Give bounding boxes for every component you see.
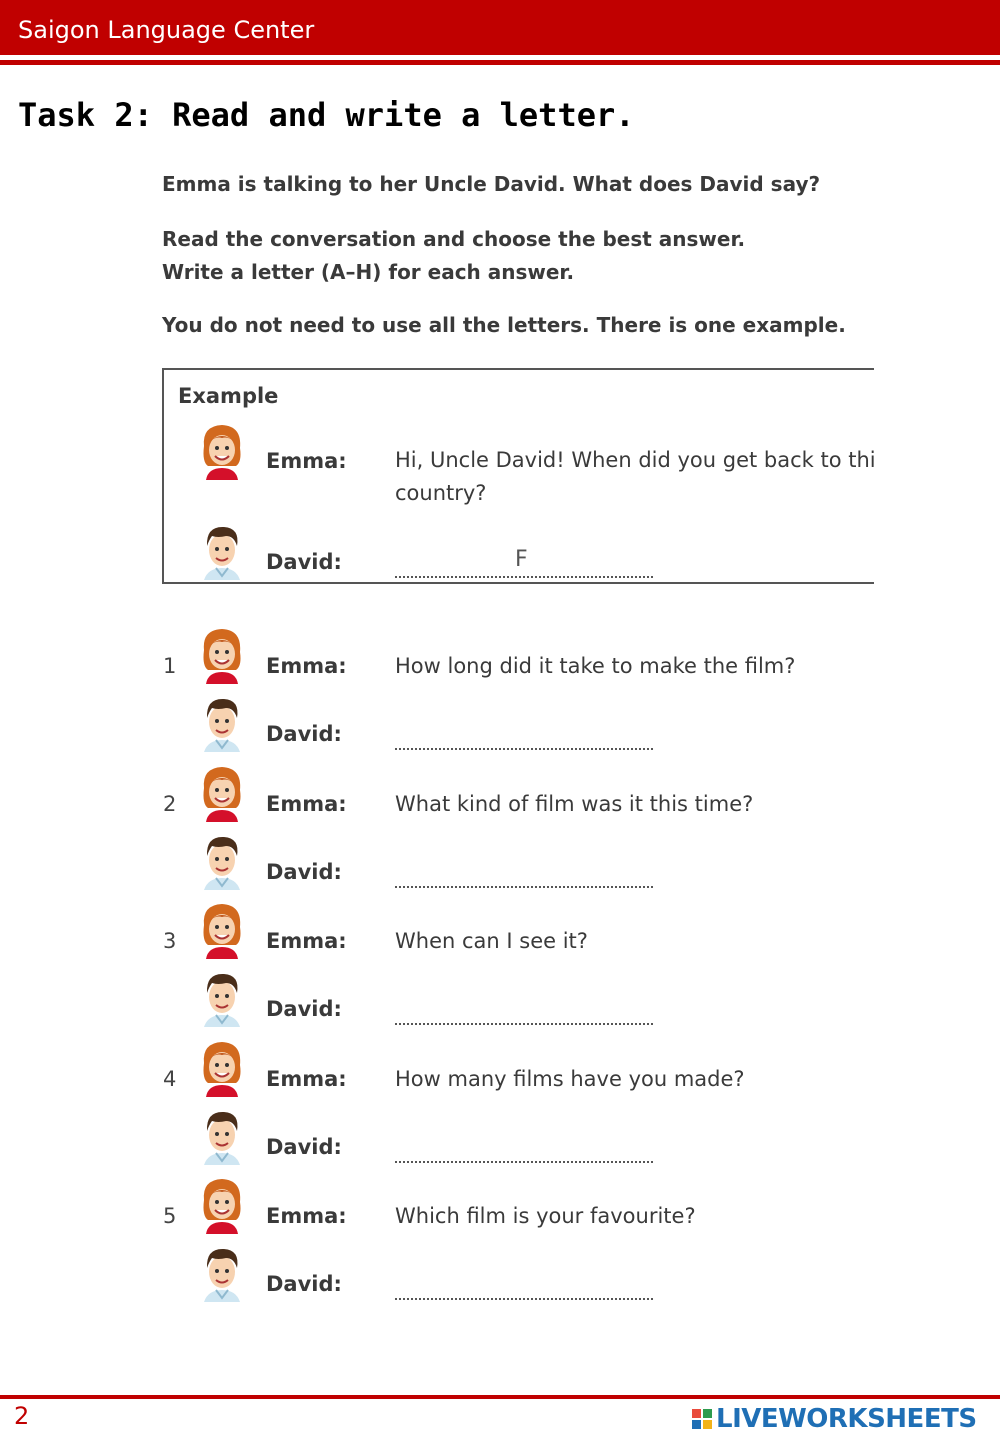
- david-avatar-icon: [198, 1107, 246, 1165]
- emma-label: Emma:: [266, 1067, 347, 1091]
- instruction-line-3: Write a letter (A–H) for each answer.: [162, 260, 575, 284]
- answer-input-5[interactable]: [395, 1276, 653, 1300]
- emma-avatar-icon: [198, 1039, 246, 1097]
- david-label: David:: [266, 1272, 342, 1296]
- page-number: 2: [14, 1402, 30, 1430]
- example-emma-label: Emma:: [266, 449, 347, 473]
- question-number: 5: [163, 1204, 177, 1228]
- answer-input-1[interactable]: [395, 726, 653, 750]
- instruction-line-1: Emma is talking to her Uncle David. What does David say?: [162, 172, 821, 196]
- task-title: Task 2: Read and write a letter.: [18, 96, 635, 134]
- david-avatar-icon: [198, 522, 246, 580]
- david-label: David:: [266, 722, 342, 746]
- emma-label: Emma:: [266, 929, 347, 953]
- question-number: 1: [163, 654, 177, 678]
- david-label: David:: [266, 997, 342, 1021]
- question-number: 3: [163, 929, 177, 953]
- brand-logo[interactable]: [692, 1404, 977, 1434]
- brand-name: LIVEWORKSHEETS: [716, 1404, 977, 1434]
- emma-question: How long did it take to make the film?: [395, 654, 796, 678]
- david-avatar-icon: [198, 1244, 246, 1302]
- david-label: David:: [266, 860, 342, 884]
- answer-input-3[interactable]: [395, 1001, 653, 1025]
- instruction-line-4: You do not need to use all the letters. There is one example.: [162, 313, 846, 337]
- emma-question: Which film is your favourite?: [395, 1204, 696, 1228]
- question-number: 2: [163, 792, 177, 816]
- answer-input-2[interactable]: [395, 864, 653, 888]
- david-avatar-icon: [198, 969, 246, 1027]
- david-avatar-icon: [198, 694, 246, 752]
- header-divider: [0, 60, 1000, 65]
- emma-question: When can I see it?: [395, 929, 588, 953]
- answer-input-4[interactable]: [395, 1139, 653, 1163]
- example-emma-text-1: Hi, Uncle David! When did you get back to thi: [395, 448, 876, 472]
- emma-avatar-icon: [198, 422, 246, 480]
- david-label: David:: [266, 1135, 342, 1159]
- brand-grid-icon: [692, 1409, 712, 1429]
- emma-avatar-icon: [198, 1176, 246, 1234]
- emma-avatar-icon: [198, 626, 246, 684]
- example-label: Example: [178, 384, 279, 408]
- emma-avatar-icon: [198, 901, 246, 959]
- example-answer: F: [515, 547, 528, 572]
- header-bar: [0, 0, 1000, 55]
- emma-question: How many films have you made?: [395, 1067, 745, 1091]
- example-emma-text-2: country?: [395, 481, 487, 505]
- example-emma-line: [395, 444, 876, 510]
- emma-question: What kind of film was it this time?: [395, 792, 754, 816]
- footer-divider: [0, 1395, 1000, 1399]
- emma-label: Emma:: [266, 1204, 347, 1228]
- emma-label: Emma:: [266, 792, 347, 816]
- question-number: 4: [163, 1067, 177, 1091]
- emma-label: Emma:: [266, 654, 347, 678]
- center-title: Saigon Language Center: [18, 16, 315, 44]
- david-avatar-icon: [198, 832, 246, 890]
- example-david-label: David:: [266, 550, 342, 574]
- emma-avatar-icon: [198, 764, 246, 822]
- instruction-line-2: Read the conversation and choose the best answer.: [162, 227, 746, 251]
